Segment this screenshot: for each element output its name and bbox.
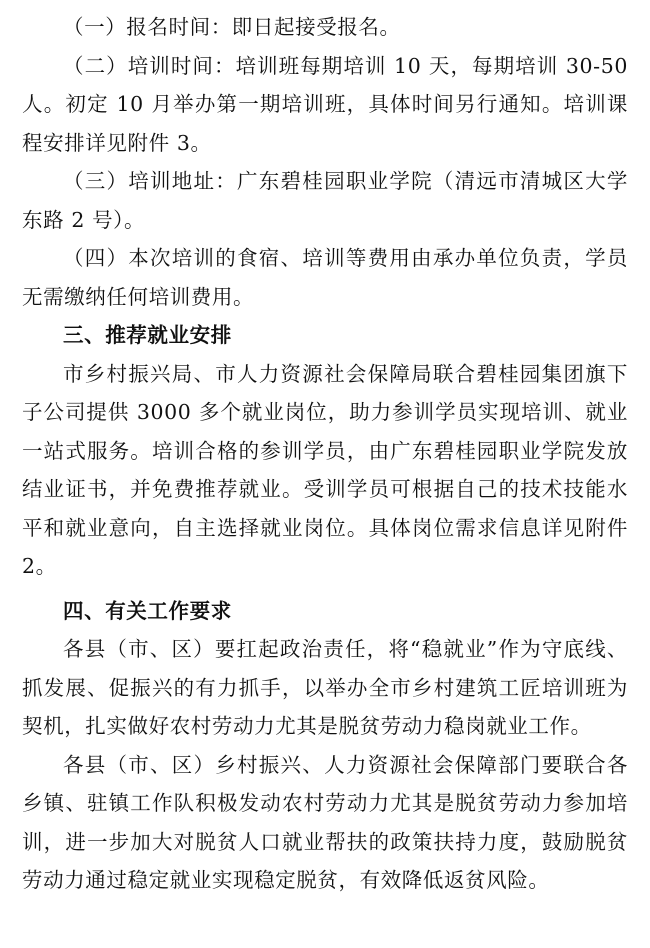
fees-paragraph: （四）本次培训的食宿、培训等费用由承办单位负责，学员无需缴纳任何培训费用。 (22, 246, 628, 309)
signup-time-paragraph: （一）报名时间：即日起接受报名。 (63, 15, 401, 39)
training-time-paragraph: （二）培训时间：培训班每期培训 10 天，每期培训 30-50 人。初定 10 月举办第一期培训班，具体时间另行通知。培训课程安排详见附件 3。 (22, 53, 628, 155)
requirements-paragraph-1: 各县（市、区）要扛起政治责任，将“稳就业”作为守底线、抓发展、促振兴的有力抓手，以举办全市乡村建筑工匠培训班为契机，扎实做好农村劳动力尤其是脱贫劳动力稳岗就业工作。 (22, 637, 628, 738)
training-location-paragraph: （三）培训地址：广东碧桂园职业学院（清远市清城区大学东路 2 号）。 (22, 169, 628, 232)
requirements-paragraph-2: 各县（市、区）乡村振兴、人力资源社会保障部门要联合各乡镇、驻镇工作队积极发动农村劳动力尤其是脱贫劳动力参加培训，进一步加大对脱贫人口就业帮扶的政策扶持力度，鼓励脱贫劳动力通过稳定就业实现稳定脱贫，有效降低返贫风险。 (22, 752, 628, 892)
employment-paragraph: 市乡村振兴局、市人力资源社会保障局联合碧桂园集团旗下子公司提供 3000 多个就业岗位，助力参训学员实现培训、就业一站式服务。培训合格的参训学员，由广东碧桂园职业学院发放结业证书，并免费推荐就业。受训学员可根据自己的技术技能水平和就业意向，自主选择就业岗位。具体岗位需求信息详见附件 2。 (22, 361, 628, 578)
employment-heading: 三、推荐就业安排 (63, 323, 232, 347)
requirements-heading: 四、有关工作要求 (63, 598, 232, 623)
